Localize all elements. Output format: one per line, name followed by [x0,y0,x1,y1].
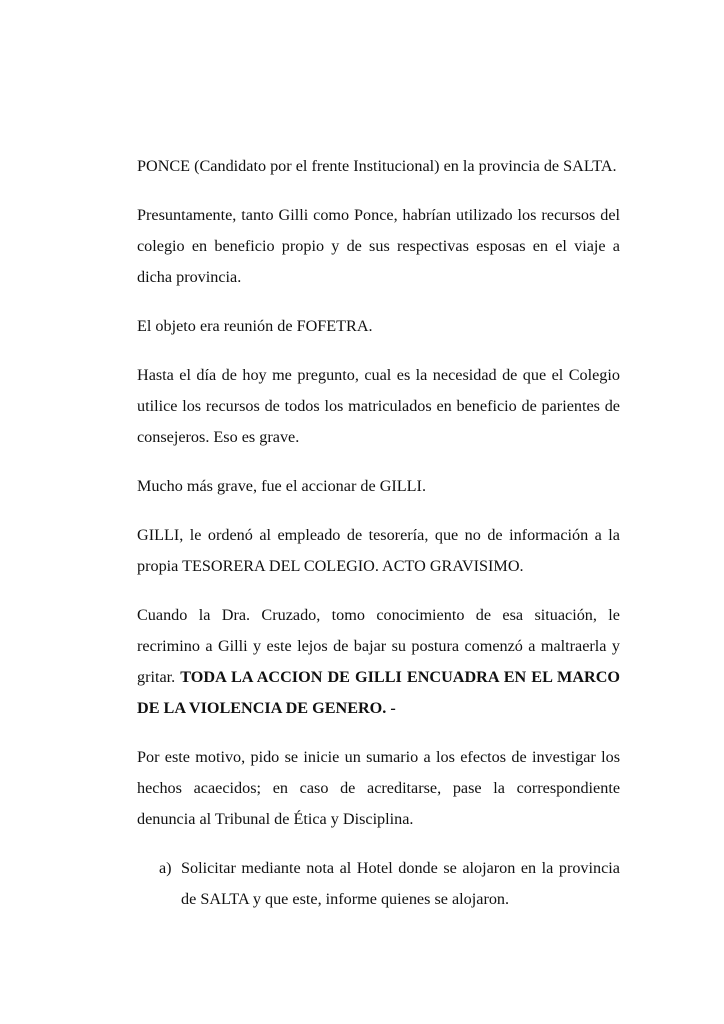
document-body [137,151,620,915]
paragraph-cruzado [137,600,620,724]
violencia-genero-statement: TODA LA ACCION DE GILLI ENCUADRA EN EL MARCO DE LA VIOLENCIA DE GENERO. - [137,668,620,717]
paragraph-ponce: PONCE (Candidato por el frente Institucional) en la provincia de SALTA. [137,157,617,175]
paragraph-cruzado-text: Cuando la Dra. Cruzado, tomo conocimiento de esa situación, le recrimino a Gilli y este lejos de bajar su postura comenzó a maltraerla y gritar. [137,606,620,686]
paragraph-tesoreria: GILLI, le ordenó al empleado de tesorería, que no de información a la propia TESORERA DEL COLEGIO. ACTO GRAVISIMO. [137,526,620,575]
paragraph-accionar: Mucho más grave, fue el accionar de GILLI. [137,477,426,495]
paragraph-colegio: Hasta el día de hoy me pregunto, cual es la necesidad de que el Colegio utilice los recursos de todos los matriculados en beneficio de parientes de consejeros. Eso es grave. [137,366,620,446]
list-item-text: Solicitar mediante nota al Hotel donde se alojaron en la provincia de SALTA y que este, informe quienes se alojaron. [181,859,620,908]
list-marker: a) [159,859,172,877]
list-item-hotel [137,853,620,915]
paragraph-recursos: Presuntamente, tanto Gilli como Ponce, habrían utilizado los recursos del colegio en beneficio propio y de sus respectivas esposas en el viaje a dicha provincia. [137,206,620,286]
paragraph-sumario: Por este motivo, pido se inicie un sumario a los efectos de investigar los hechos acaecidos; en caso de acreditarse, pase la correspondiente denuncia al Tribunal de Ética y Disciplina. [137,748,620,828]
paragraph-fofetra: El objeto era reunión de FOFETRA. [137,317,373,335]
